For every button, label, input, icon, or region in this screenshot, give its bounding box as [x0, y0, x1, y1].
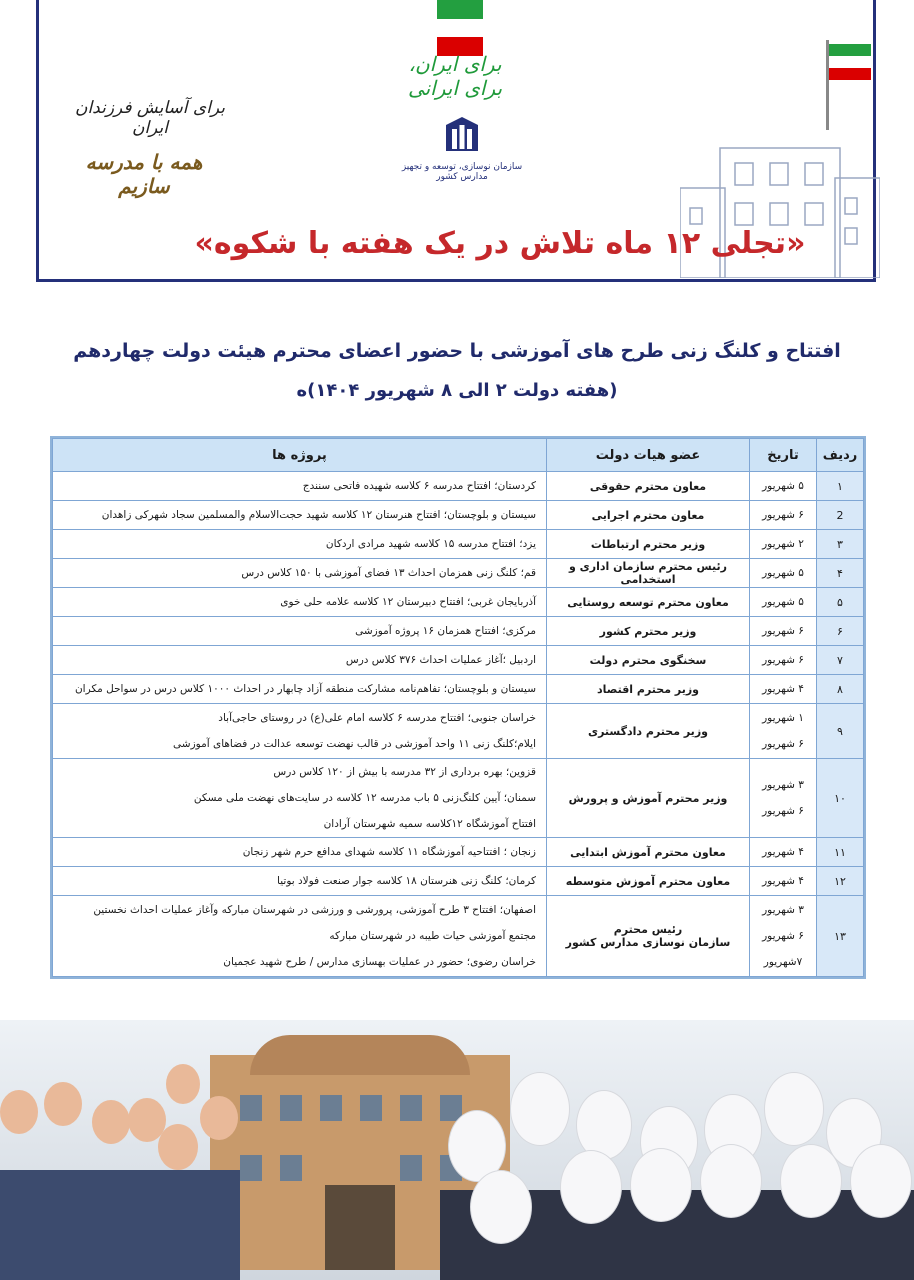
student-boy [200, 1096, 238, 1140]
table-row [53, 704, 864, 759]
row-number: ۹ [817, 704, 864, 759]
slogan: برای ایران، برای ایرانی [407, 52, 503, 100]
row-projects [53, 472, 547, 501]
row-member: وزیر محترم دادگستری [547, 704, 750, 759]
row-projects [53, 559, 547, 588]
building-window [360, 1095, 382, 1121]
row-date [750, 896, 817, 977]
row-date [750, 472, 817, 501]
row-number: ۳ [817, 530, 864, 559]
project-line: ایلام؛کلنگ زنی ۱۱ واحد آموزشی در قالب نهضت توسعه عدالت در فضاهای آموزشی [173, 738, 536, 750]
date-value: ۶ شهریور [762, 738, 804, 750]
student-girl [780, 1144, 842, 1218]
building-window [280, 1095, 302, 1121]
student-girl [850, 1144, 912, 1218]
row-projects [53, 704, 547, 759]
project-line: اردبیل ؛آغاز عملیات احداث ۳۷۶ کلاس درس [345, 654, 536, 666]
table-row [53, 530, 864, 559]
building-roof [250, 1035, 470, 1075]
boys-uniforms [0, 1170, 240, 1280]
table-row [53, 588, 864, 617]
project-line: مرکزی؛ افتتاح همزمان ۱۶ پروژه آموزشی [355, 625, 536, 637]
table-row [53, 617, 864, 646]
row-member: سخنگوی محترم دولت [547, 646, 750, 675]
date-value: ۲ شهریور [762, 538, 804, 550]
table-row [53, 675, 864, 704]
row-projects [53, 646, 547, 675]
row-number: ۵ [817, 588, 864, 617]
student-girl [630, 1148, 692, 1222]
header-date: تاریخ [750, 439, 817, 472]
project-line: قم؛ کلنگ زنی همزمان احداث ۱۳ فضای آموزشی با ۱۵۰ کلاس درس [241, 567, 536, 579]
student-boy [44, 1082, 82, 1126]
student-girl [470, 1170, 532, 1244]
row-member [547, 896, 750, 977]
project-line: کردستان؛ افتتاح مدرسه ۶ کلاسه شهیده فاتحی سنندج [302, 480, 536, 492]
row-date [750, 838, 817, 867]
student-boy [0, 1090, 38, 1134]
table-row [53, 501, 864, 530]
table-header-row [53, 439, 864, 472]
headline: «تجلی ۱۲ ماه تلاش در یک هفته با شکوه» [194, 226, 806, 261]
project-line: اصفهان؛ افتتاح ۳ طرح آموزشی، پرورشی و ورزشی در شهرستان مبارکه وآغاز عملیات احداث نخستین [93, 904, 536, 916]
date-value: ۵ شهریور [762, 567, 804, 579]
header-banner [0, 0, 914, 310]
row-date [750, 617, 817, 646]
row-projects [53, 838, 547, 867]
row-date [750, 675, 817, 704]
student-girl [560, 1150, 622, 1224]
row-member: معاون محترم اجرایی [547, 501, 750, 530]
date-value: ۶ شهریور [762, 654, 804, 666]
header-projects: پروژه ها [53, 439, 547, 472]
iran-flag-icon [829, 44, 871, 80]
row-member: وزیر محترم آموزش و پرورش [547, 759, 750, 838]
date-value: ۳ شهریور [762, 779, 804, 791]
row-member: معاون محترم توسعه روستایی [547, 588, 750, 617]
student-boy [166, 1064, 200, 1104]
row-date [750, 759, 817, 838]
project-line: مجتمع آموزشی حیات طیبه در شهرستان مبارکه [329, 930, 536, 942]
row-projects [53, 588, 547, 617]
row-date [750, 530, 817, 559]
building-entrance [325, 1185, 395, 1270]
row-date [750, 867, 817, 896]
project-line: یزد؛ افتتاح مدرسه ۱۵ کلاسه شهید مرادی اردکان [325, 538, 536, 550]
row-projects [53, 867, 547, 896]
date-value: ۴ شهریور [762, 683, 804, 695]
project-line: زنجان ؛ افتتاحیه آموزشگاه ۱۱ کلاسه شهدای مدافع حرم شهر زنجان [242, 846, 536, 858]
row-number: ۶ [817, 617, 864, 646]
building-window [400, 1155, 422, 1181]
building-window [400, 1095, 422, 1121]
table-row [53, 559, 864, 588]
date-value: ۷شهریور [763, 956, 803, 968]
building-window [280, 1155, 302, 1181]
row-projects [53, 617, 547, 646]
organization-name: سازمان نوسازی، توسعه و تجهیز مدارس کشور [401, 162, 523, 182]
date-value: ۵ شهریور [762, 596, 804, 608]
row-member: معاون محترم آموزش ابتدایی [547, 838, 750, 867]
page-title: افتتاح و کلنگ زنی طرح های آموزشی با حضور اعضای محترم هیئت دولت چهاردهم [73, 340, 841, 362]
date-value: ۴ شهریور [762, 875, 804, 887]
building-window [320, 1095, 342, 1121]
row-number: ۱۲ [817, 867, 864, 896]
row-date [750, 588, 817, 617]
row-projects [53, 759, 547, 838]
member-line: رئیس محترم [613, 923, 683, 936]
row-number: ۱۳ [817, 896, 864, 977]
row-projects [53, 530, 547, 559]
project-line: خراسان رضوی؛ حضور در عملیات بهسازی مدارس / طرح شهید عجمیان [223, 956, 536, 968]
row-number: 2 [817, 501, 864, 530]
project-line: سیستان و بلوچستان؛ تفاهم‌نامه مشارکت منطقه آزاد چابهار در احداث ۱۰۰۰ کلاس درس در سواحل مکران [74, 683, 536, 695]
student-boy [158, 1124, 198, 1170]
project-line: آذربایجان غربی؛ افتتاح دبیرستان ۱۲ کلاسه علامه حلی خوی [280, 596, 536, 608]
date-value: ۶ شهریور [762, 625, 804, 637]
row-date [750, 646, 817, 675]
building-window [240, 1155, 262, 1181]
student-girl [764, 1072, 824, 1146]
row-member: وزیر محترم ارتباطات [547, 530, 750, 559]
projects-table [50, 436, 866, 979]
row-member: معاون محترم آموزش متوسطه [547, 867, 750, 896]
row-date [750, 501, 817, 530]
table-row [53, 472, 864, 501]
row-number: ۱۰ [817, 759, 864, 838]
project-line: قزوین؛ بهره برداری از ۳۲ مدرسه با بیش از ۱۲۰ کلاس درس [273, 766, 536, 778]
date-value: ۳ شهریور [762, 904, 804, 916]
page-subtitle: (هفته دولت ۲ الی ۸ شهریور ۱۴۰۴)ه [296, 380, 618, 401]
building-window [240, 1095, 262, 1121]
row-date [750, 704, 817, 759]
organization-logo-icon [442, 115, 482, 155]
table-row [53, 838, 864, 867]
member-line: سازمان نوسازی مدارس کشور [565, 936, 731, 949]
students-school-photo [0, 1020, 914, 1280]
student-boy [92, 1100, 130, 1144]
row-date [750, 559, 817, 588]
project-line: سیستان و بلوچستان؛ افتتاح هنرستان ۱۲ کلاسه شهید حجت‌الاسلام والمسلمین سجاد شهرکی زاهدان [101, 509, 536, 521]
row-member: رئیس محترم سازمان اداری و استخدامی [547, 559, 750, 588]
date-value: ۶ شهریور [762, 805, 804, 817]
row-number: ۱ [817, 472, 864, 501]
row-member: وزیر محترم اقتصاد [547, 675, 750, 704]
row-member: وزیر محترم کشور [547, 617, 750, 646]
project-line: کرمان؛ کلنگ زنی هنرستان ۱۸ کلاسه جوار صنعت فولاد بوتیا [277, 875, 536, 887]
date-value: ۱ شهریور [762, 712, 804, 724]
header-row-number: ردیف [817, 439, 864, 472]
project-line: سمنان؛ آیین کلنگ‌زنی ۵ باب مدرسه ۱۲ کلاسه در سایت‌های نهضت ملی مسکن [193, 792, 536, 804]
iran-flag-icon [437, 0, 483, 56]
header-member: عضو هیات دولت [547, 439, 750, 472]
row-number: ۷ [817, 646, 864, 675]
row-member: معاون محترم حقوقی [547, 472, 750, 501]
row-projects [53, 501, 547, 530]
motto: برای آسایش فرزندان ایران [74, 98, 226, 138]
campaign-logo: همه با مدرسه سازیم [85, 150, 203, 198]
date-value: ۵ شهریور [762, 480, 804, 492]
table-row [53, 896, 864, 977]
student-girl [510, 1072, 570, 1146]
row-number: ۸ [817, 675, 864, 704]
row-number: ۴ [817, 559, 864, 588]
row-projects [53, 896, 547, 977]
date-value: ۶ شهریور [762, 509, 804, 521]
project-line: افتتاح آموزشگاه ۱۲کلاسه سمیه شهرستان آرادان [323, 818, 536, 830]
date-value: ۶ شهریور [762, 930, 804, 942]
table-row [53, 646, 864, 675]
student-girl [576, 1090, 632, 1160]
table-row [53, 867, 864, 896]
project-line: خراسان جنوبی؛ افتتاح مدرسه ۶ کلاسه امام علی(ع) در روستای حاجی‌آباد [218, 712, 536, 724]
row-projects [53, 675, 547, 704]
table-row [53, 759, 864, 838]
row-number: ۱۱ [817, 838, 864, 867]
date-value: ۴ شهریور [762, 846, 804, 858]
student-girl [700, 1144, 762, 1218]
